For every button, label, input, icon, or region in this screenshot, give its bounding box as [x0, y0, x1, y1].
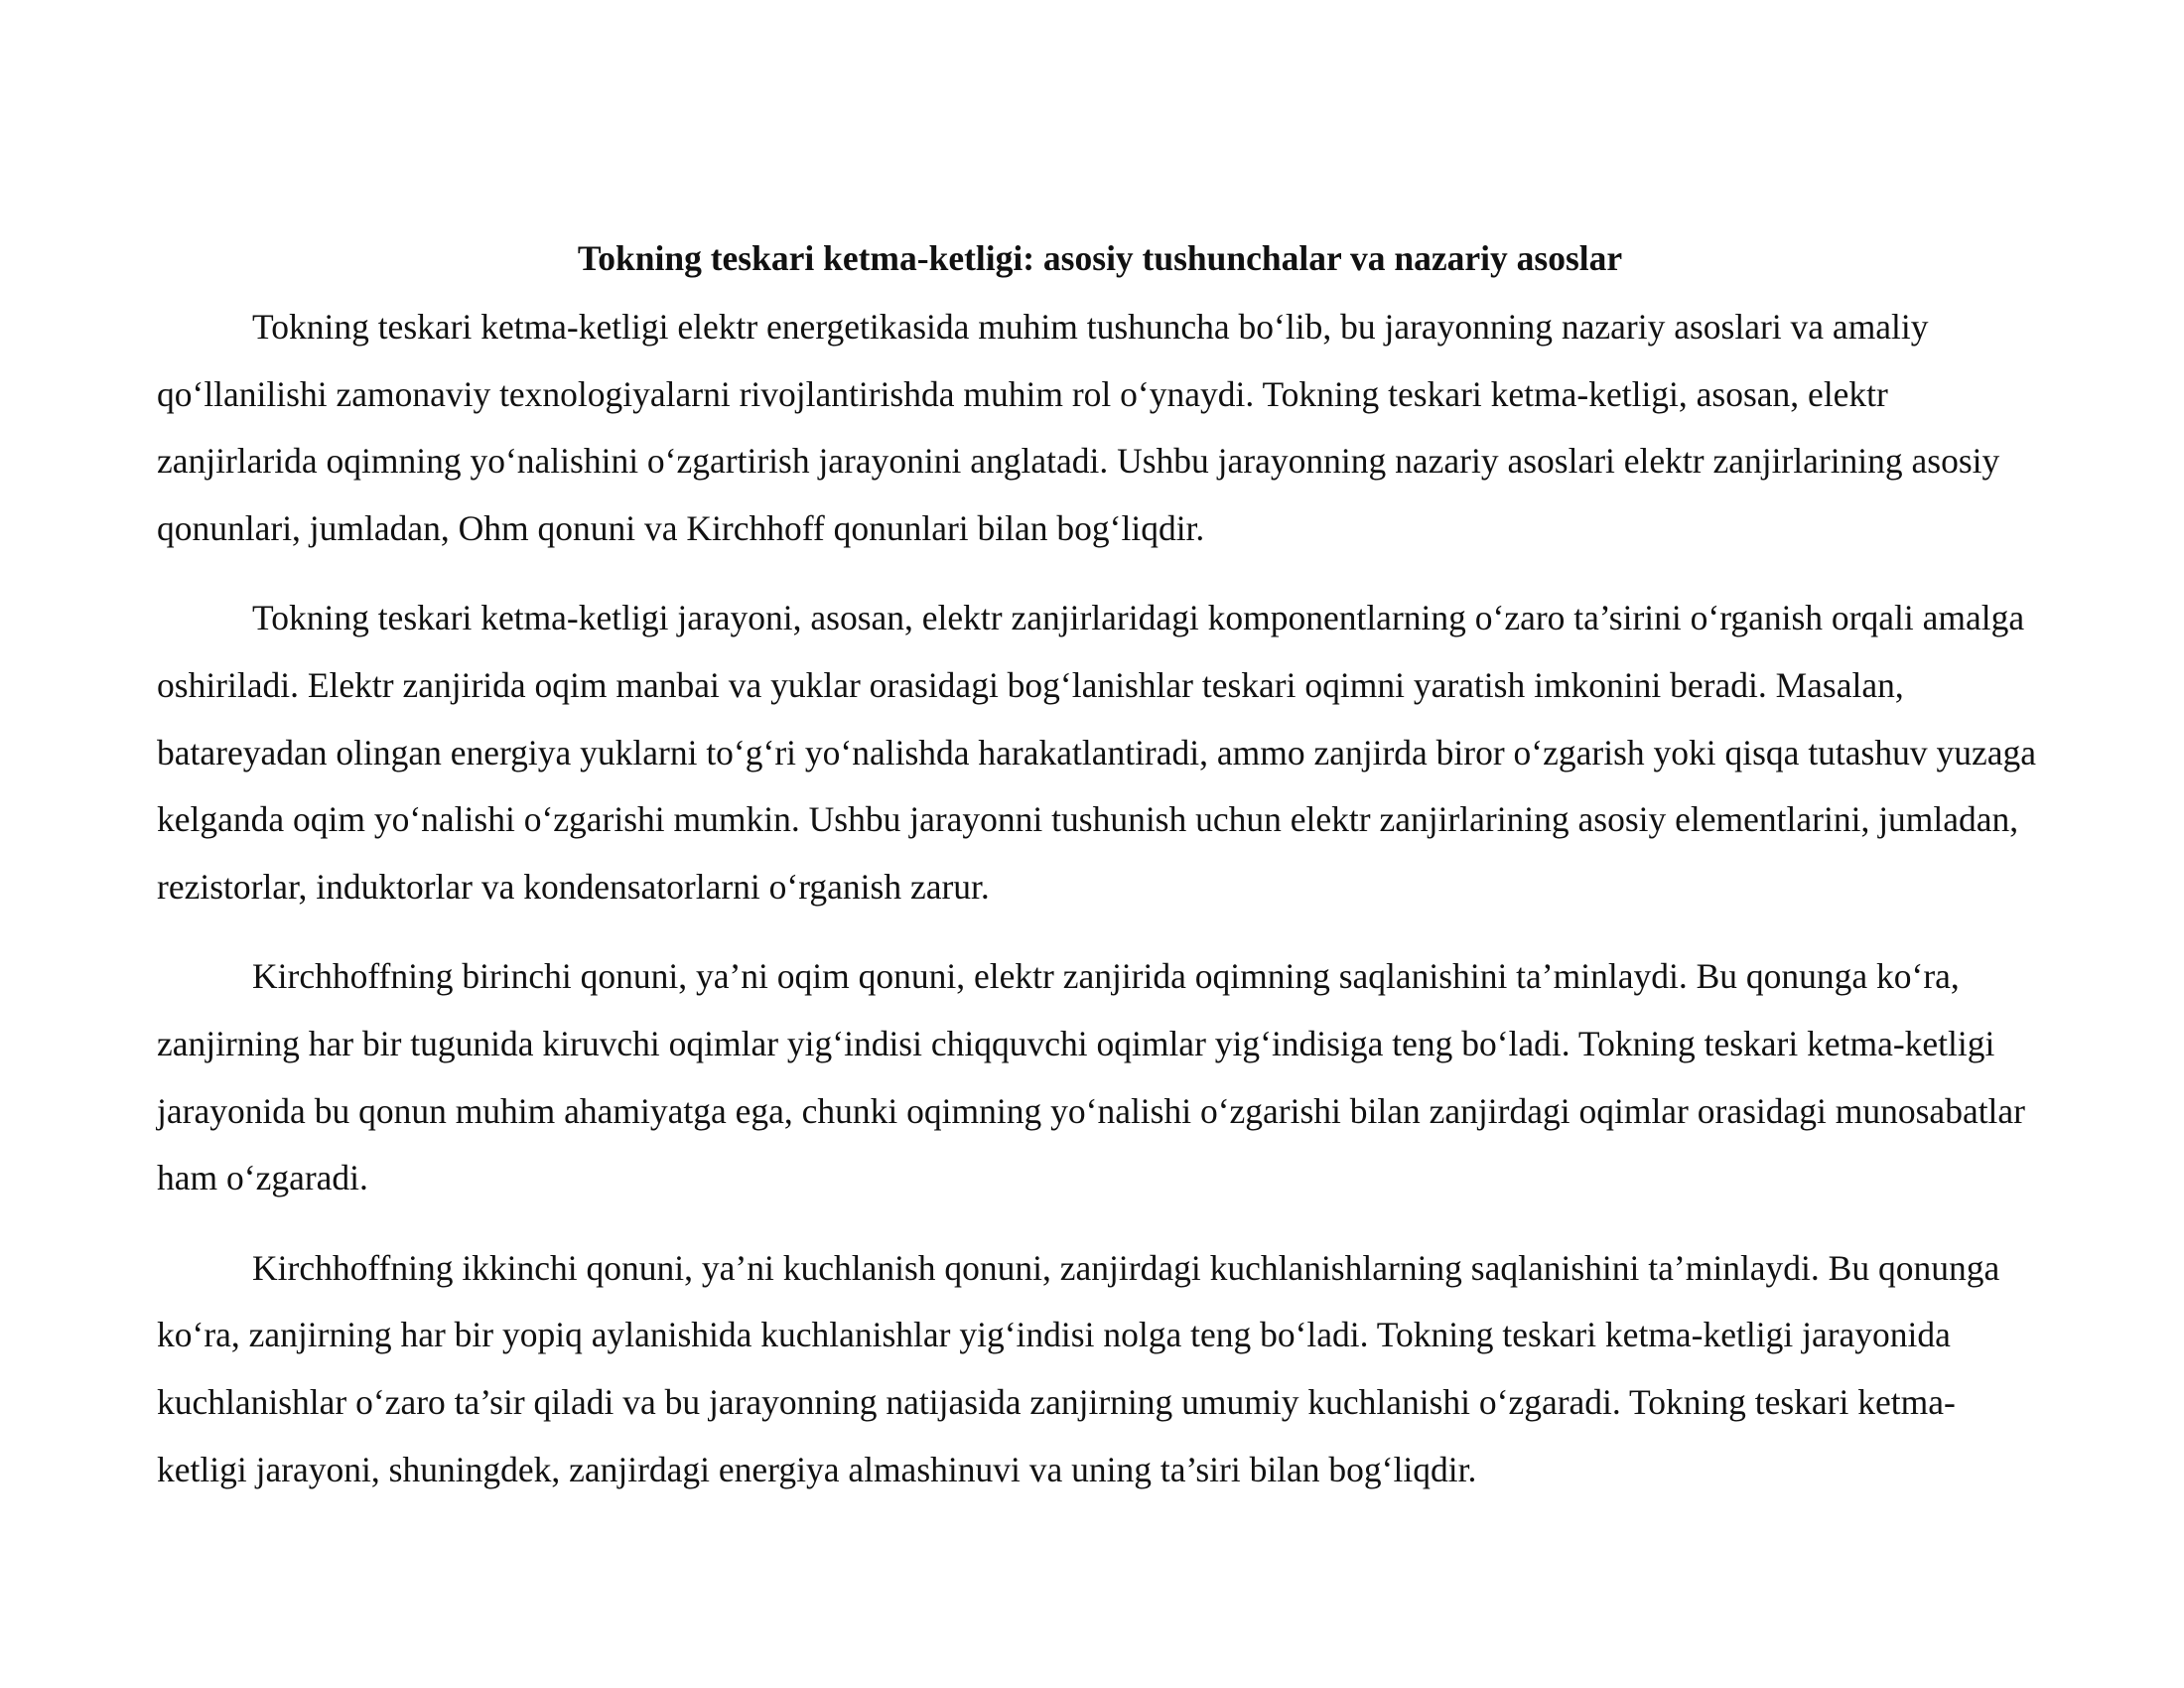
paragraph-2: Tokning teskari ketma-ketligi jarayoni, asosan, elektr zanjirlaridagi komponentlarning o‘zaro ta’sirini o‘rganish orqali amalga oshiriladi. Elektr zanjirida oqim manbai va yuklar orasidagi bog‘lanishlar teskari oqimni yaratish imkonini beradi. Masalan, batareyadan olingan energiya yuklarni to‘g‘ri yo‘nalishda harakatlantiradi, ammo zanjirda biror o‘zgarish yoki qisqa tutashuv yuzaga kelganda oqim yo‘nalishi o‘zgarishi mumkin. Ushbu jarayonni tushunish uchun elektr zanjirlarining asosiy elementlarini, jumladan, rezistorlar, induktorlar va kondensatorlarni o‘rganish zarur. — [157, 598, 2037, 907]
document-body — [157, 234, 2043, 1526]
paragraph-3: Kirchhoffning birinchi qonuni, ya’ni oqim qonuni, elektr zanjirida oqimning saqlanishini ta’minlaydi. Bu qonunga ko‘ra, zanjirning har bir tugunida kiruvchi oqimlar yig‘indisi chiqquvchi oqimlar yig‘indisiga teng bo‘ladi. Tokning teskari ketma-ketligi jarayonida bu qonun muhim ahamiyatga ega, chunki oqimning yo‘nalishi o‘zgarishi bilan zanjirdagi oqimlar orasidagi munosabatlar ham o‘zgaradi. — [157, 956, 2026, 1198]
paragraph-1: Tokning teskari ketma-ketligi elektr energetikasida muhim tushuncha bo‘lib, bu jarayonning nazariy asoslari va amaliy qo‘llanilishi zamonaviy texnologiyalarni rivojlantirishda muhim rol o‘ynaydi. Tokning teskari ketma-ketligi, asosan, elektr zanjirlarida oqimning yo‘nalishini o‘zgartirish jarayonini anglatadi. Ushbu jarayonning nazariy asoslari elektr zanjirlarining asosiy qonunlari, jumladan, Ohm qonuni va Kirchhoff qonunlari bilan bog‘liqdir. — [157, 307, 2000, 548]
paragraph-4: Kirchhoffning ikkinchi qonuni, ya’ni kuchlanish qonuni, zanjirdagi kuchlanishlarning saqlanishini ta’minlaydi. Bu qonunga ko‘ra, zanjirning har bir yopiq aylanishida kuchlanishlar yig‘indisi nolga teng bo‘ladi. Tokning teskari ketma-ketligi jarayonida kuchlanishlar o‘zaro ta’sir qiladi va bu jarayonning natijasida zanjirning umumiy kuchlanishi o‘zgaradi. Tokning teskari ketma-ketligi jarayoni, shuningdek, zanjirdagi energiya almashinuvi va uning ta’siri bilan bog‘liqdir. — [157, 1247, 2000, 1489]
document-title: Tokning teskari ketma-ketligi: asosiy tushunchalar va nazariy asoslar — [577, 238, 1623, 278]
